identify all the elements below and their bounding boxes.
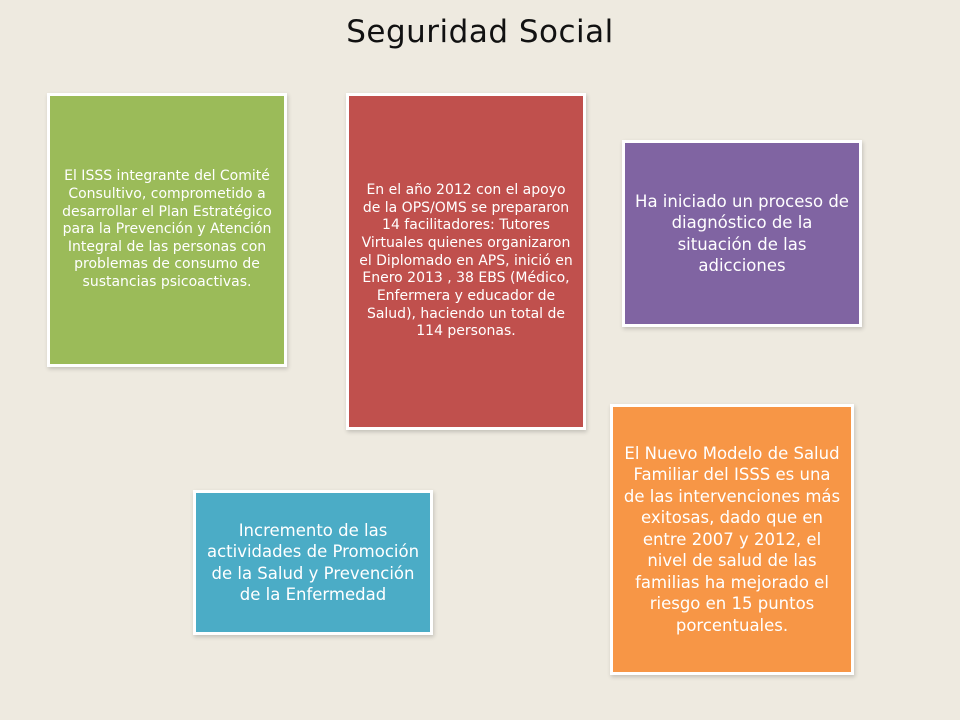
box-modelo-salud-familiar-text: El Nuevo Modelo de Salud Familiar del ISSS es una de las intervenciones más exitosas, dado que en entre 2007 y 2012, el nivel de salud de las familias ha mejorado el riesgo en 15 puntos porcentuales.: [623, 444, 841, 635]
box-diagnostico-adicciones: [622, 140, 862, 327]
box-plan-estrategico: [47, 93, 287, 367]
box-promocion-salud-text: Incremento de las actividades de Promoción de la Salud y Prevención de la Enfermedad: [206, 520, 420, 604]
box-modelo-salud-familiar: [610, 404, 854, 675]
slide-title: Seguridad Social: [346, 14, 614, 50]
box-diplomado-aps-text: En el año 2012 con el apoyo de la OPS/OMS se prepararon 14 facilitadores: Tutores Virtuales quienes organizaron el Diplomado en APS, inició en Enero 2013 , 38 EBS (Médico, Enfermera y educador de Salud), haciendo un total de 114 personas.: [359, 182, 573, 340]
box-diplomado-aps: [346, 93, 586, 430]
box-diagnostico-adicciones-text: Ha iniciado un proceso de diagnóstico de la situación de las adicciones: [635, 191, 849, 275]
box-promocion-salud: [193, 490, 433, 635]
box-plan-estrategico-text: El ISSS integrante del Comité Consultivo, comprometido a desarrollar el Plan Estratégico para la Prevención y Atención Integral de las personas con problemas de consumo de sustancias psicoactivas.: [62, 168, 272, 291]
